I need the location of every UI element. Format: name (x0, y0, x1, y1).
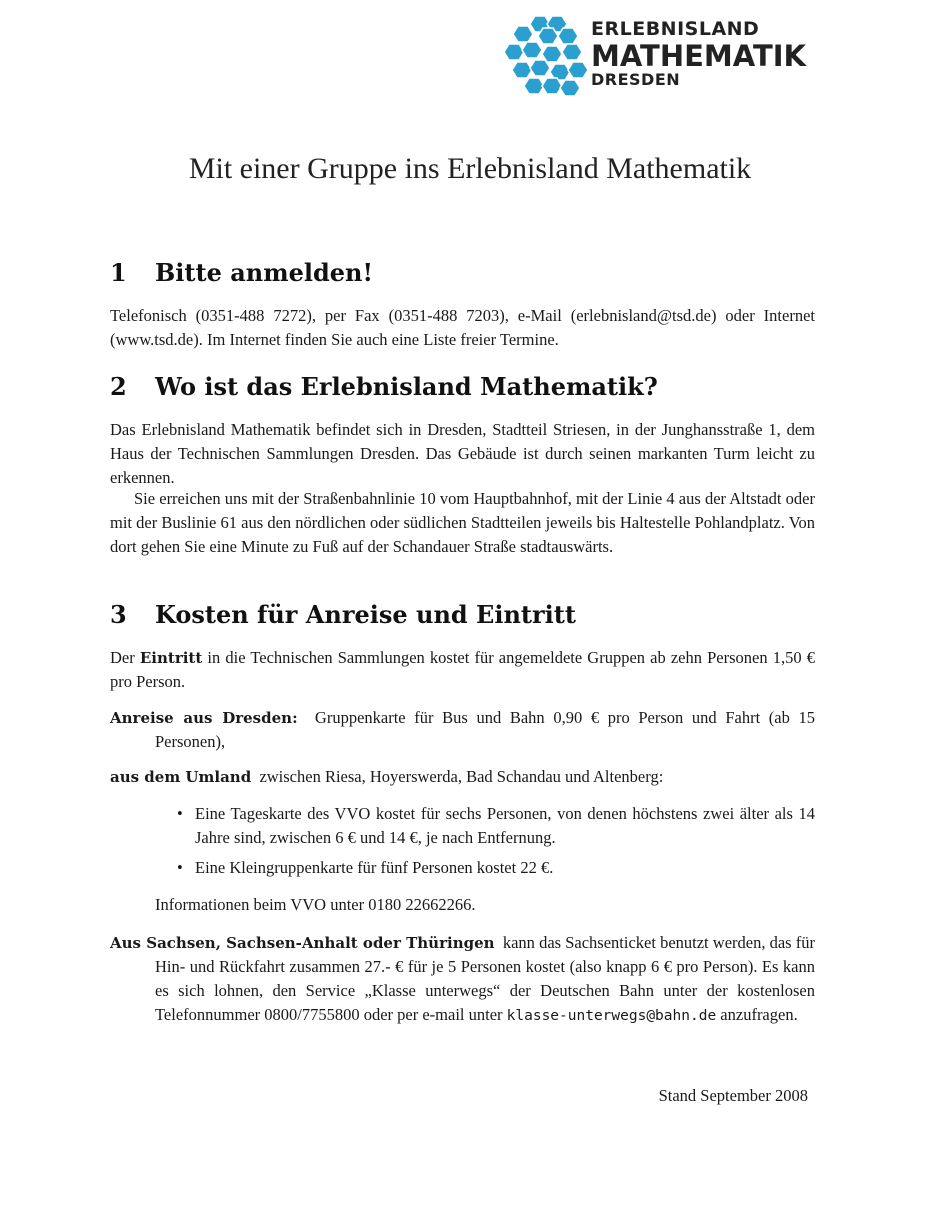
section-3-heading (110, 600, 576, 629)
page-title: Mit einer Gruppe ins Erlebnisland Mathematik (188, 152, 752, 185)
bullet-text: Eine Kleingruppenkarte für fünf Personen kostet 22 €. (195, 858, 554, 877)
umland-text: zwischen Riesa, Hoyerswerda, Bad Schandau und Altenberg: (259, 767, 664, 786)
list-item (175, 856, 815, 880)
section-title: Wo ist das Erlebnisland Mathematik? (155, 372, 658, 401)
anreise-dresden-label: Anreise aus Dresden: (110, 709, 298, 727)
anreise-dresden-text: Gruppenkarte für Bus und Bahn 0,90 € pro Person und Fahrt (ab 15 Personen), (155, 708, 816, 751)
section-number: 1 (110, 258, 127, 287)
section-number: 2 (110, 372, 127, 401)
intro-bold: Eintritt (139, 649, 203, 667)
intro-pre: Der (110, 648, 140, 667)
anreise-dresden-item (110, 706, 815, 754)
bullet-icon: • (177, 804, 183, 823)
sachsen-end: anzufragen. (716, 1005, 798, 1024)
email-link[interactable]: klasse-unterwegs@bahn.de (506, 1008, 717, 1024)
section-1-heading (110, 258, 373, 287)
section-2-paragraph-1: Das Erlebnisland Mathematik befindet sich in Dresden, Stadtteil Striesen, in der Junghansstraße 1, dem Haus der Technischen Sammlungen Dresden. Das Gebäude ist durch seinen markanten Turm leicht zu erkennen. (110, 420, 815, 487)
logo-line-dresden: DRESDEN (591, 70, 681, 89)
sachsen-text: kann das Sachsenticket benutzt werden, das für Hin- und Rückfahrt zusammen 27.- € für je 5 Personen kostet (also knapp 6 € pro Person). Es kann es sich lohnen, den Service „Klasse unterwegs“ der Deutschen Bahn unter der kostenlosen Telefonnummer 0800/7755800 oder per e-mail unter (155, 933, 815, 1024)
section-3-intro (110, 646, 815, 694)
section-1-text: Telefonisch (0351-488 7272), per Fax (0351-488 7203), e-Mail (erlebnisland@tsd.de) oder Internet (www.tsd.de). Im Internet finden Sie auch eine Liste freier Termine. (110, 306, 815, 349)
bullet-text: Eine Tageskarte des VVO kostet für sechs Personen, von denen höchstens zwei älter als 14 Jahre sind, zwischen 6 € und 14 €, je nach Entfernung. (195, 804, 815, 847)
section-2-heading (110, 372, 658, 401)
logo-line-mathematik: MATHEMATIK (591, 39, 807, 73)
logo (505, 12, 815, 96)
sachsen-item (110, 931, 815, 1028)
section-number: 3 (110, 600, 127, 629)
stand-date: Stand September 2008 (658, 1086, 808, 1105)
umland-item (110, 765, 815, 789)
section-title: Bitte anmelden! (155, 258, 374, 287)
bullet-icon: • (177, 858, 183, 877)
sachsen-label: Aus Sachsen, Sachsen-Anhalt oder Thüringen (110, 934, 495, 952)
logo-line-erlebnisland: ERLEBNISLAND (591, 18, 760, 40)
section-title: Kosten für Anreise und Eintritt (155, 600, 576, 629)
section-2-paragraph-2: Sie erreichen uns mit der Straßenbahnlinie 10 vom Hauptbahnhof, mit der Linie 4 aus der Altstadt oder mit der Buslinie 61 aus den nördlichen oder südlichen Stadtteilen jeweils bis Haltestelle Pohlandplatz. Von dort gehen Sie eine Minute zu Fuß auf der Schandauer Straße stadtauswärts. (110, 489, 815, 556)
hexagon-cluster-icon (505, 12, 589, 96)
umland-bullet-list (175, 802, 815, 886)
vvo-info: Informationen beim VVO unter 0180 22662266. (155, 895, 476, 914)
intro-post: in die Technischen Sammlungen kostet für angemeldete Gruppen ab zehn Personen 1,50 € pro Person. (110, 648, 815, 691)
list-item (175, 802, 815, 850)
umland-label: aus dem Umland (110, 768, 252, 786)
